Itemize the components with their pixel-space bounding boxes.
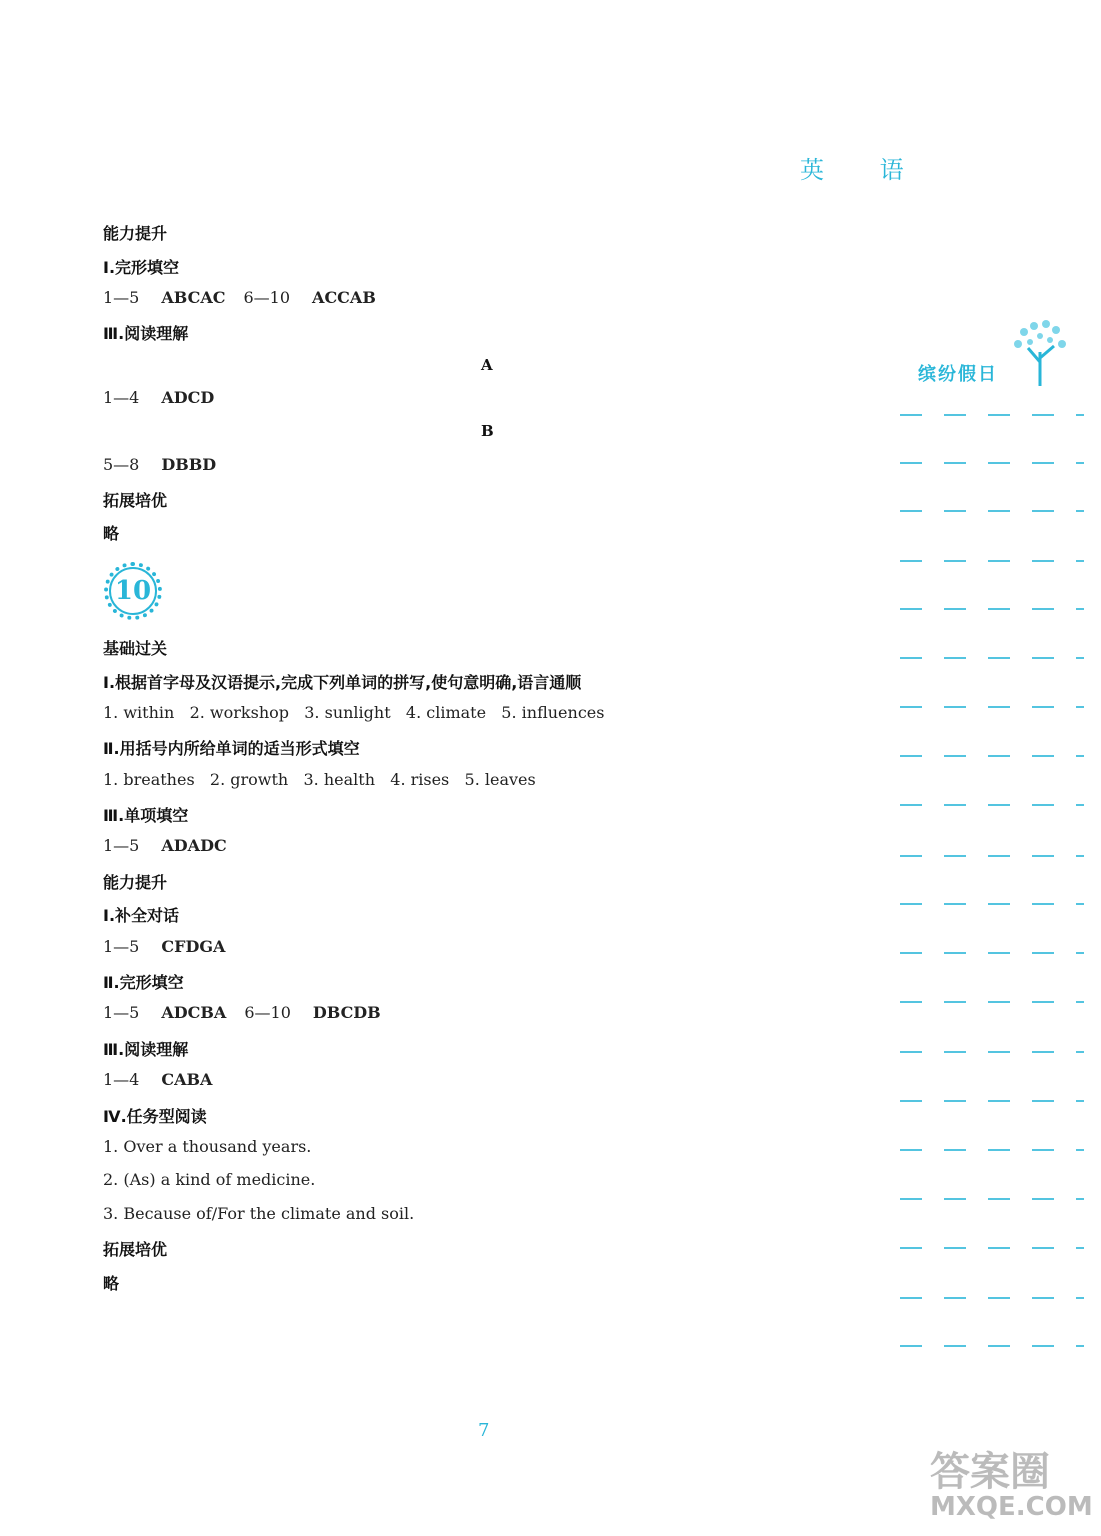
- answer-range: 5—8: [103, 455, 140, 474]
- answer-text: 略: [103, 524, 120, 543]
- answer-line: 3. Because of/For the climate and soil.: [103, 1204, 415, 1223]
- answer-line: 1. Over a thousand years.: [103, 1137, 312, 1156]
- answer-line: [103, 937, 225, 956]
- logo-text: 缤纷假日: [918, 364, 998, 385]
- lesson-badge: [104, 562, 162, 620]
- lesson-number: 10: [109, 567, 157, 615]
- section-heading: 拓展培优: [103, 1240, 168, 1259]
- answer-line: [103, 1070, 212, 1089]
- answer-range: 1—4: [103, 1070, 140, 1089]
- question-heading: Ⅰ.完形填空: [103, 258, 180, 277]
- holiday-logo: [918, 318, 1078, 398]
- answer-range: 6—10: [244, 1003, 291, 1022]
- answer-text: 略: [103, 1274, 120, 1293]
- answer-line: 2. (As) a kind of medicine.: [103, 1170, 316, 1189]
- answer-line: [103, 388, 214, 407]
- answer-line: [103, 1003, 381, 1022]
- section-heading: 拓展培优: [103, 491, 168, 510]
- answer-text: DBBD: [161, 455, 217, 474]
- page-number: 7: [478, 1420, 490, 1441]
- question-heading: Ⅲ.阅读理解: [103, 324, 189, 343]
- answer-text: ADCD: [161, 388, 215, 407]
- question-heading: Ⅱ.完形填空: [103, 973, 184, 992]
- answer-text: ADCBA: [161, 1003, 227, 1022]
- answer-range: 1—5: [103, 1003, 140, 1022]
- answer-range: 1—4: [103, 388, 140, 407]
- tree-icon: [1004, 318, 1074, 388]
- section-heading: 能力提升: [103, 224, 168, 243]
- watermark-url: MXQE.COM: [930, 1492, 1093, 1522]
- answer-range: 1—5: [103, 937, 140, 956]
- question-heading: Ⅲ.阅读理解: [103, 1040, 189, 1059]
- answer-range: 1—5: [103, 288, 140, 307]
- answer-line: [103, 836, 227, 855]
- question-heading: Ⅰ.补全对话: [103, 906, 180, 925]
- answer-text: ACCAB: [312, 288, 376, 307]
- answer-range: 6—10: [243, 288, 291, 307]
- question-heading: Ⅰ.根据首字母及汉语提示,完成下列单词的拼写,使句意明确,语言通顺: [103, 673, 582, 692]
- section-heading: 能力提升: [103, 873, 168, 892]
- answer-text: CABA: [161, 1070, 213, 1089]
- section-heading: 基础过关: [103, 639, 168, 658]
- answer-line: [103, 288, 376, 307]
- answer-text: DBCDB: [312, 1003, 381, 1022]
- answer-range: 1—5: [103, 836, 140, 855]
- answer-line: [103, 455, 216, 474]
- answer-text: CFDGA: [161, 937, 226, 956]
- question-heading: Ⅳ.任务型阅读: [103, 1107, 207, 1126]
- part-label: B: [481, 422, 494, 440]
- answer-text: ADADC: [161, 836, 227, 855]
- answer-line: 1. within 2. workshop 3. sunlight 4. climate 5. influences: [103, 703, 605, 722]
- part-label: A: [481, 356, 493, 374]
- question-heading: Ⅱ.用括号内所给单词的适当形式填空: [103, 739, 360, 758]
- question-heading: Ⅲ.单项填空: [103, 806, 189, 825]
- subject-title: 英 语: [800, 156, 928, 184]
- answer-line: 1. breathes 2. growth 3. health 4. rises 5. leaves: [103, 770, 536, 789]
- watermark-logo: 答案圈: [930, 1449, 1050, 1495]
- answer-text: ABCAC: [161, 288, 226, 307]
